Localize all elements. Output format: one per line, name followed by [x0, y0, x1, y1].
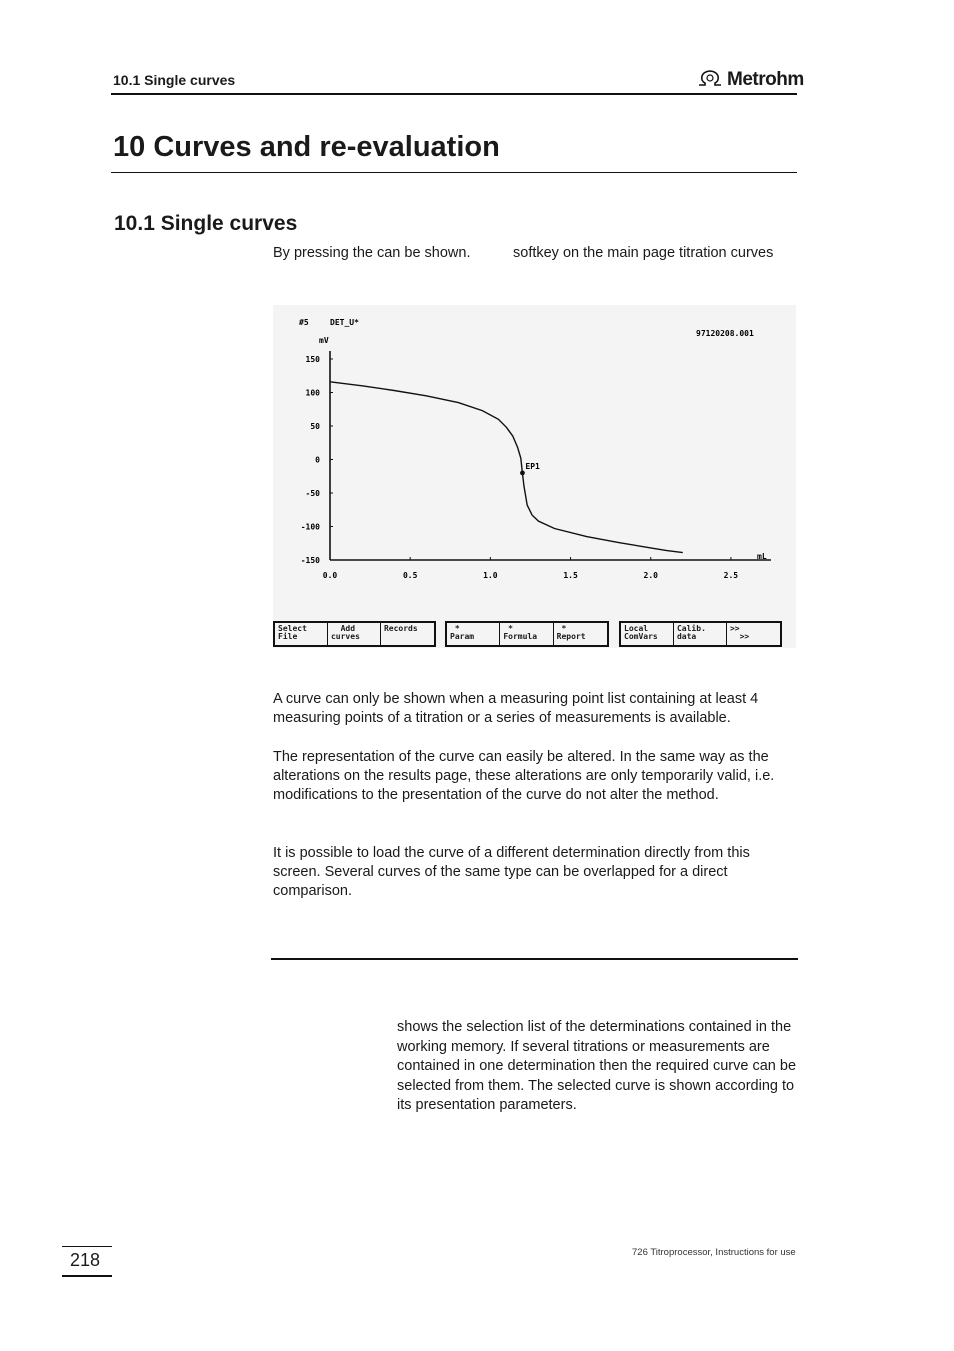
softkey-selectfile[interactable]: Select File [275, 623, 328, 645]
chapter-title: 10 Curves and re-evaluation [113, 131, 500, 163]
page-number-rule-bottom [62, 1275, 112, 1277]
brand-name: Metrohm [727, 68, 804, 90]
paragraph-availability: A curve can only be shown when a measuring point list containing at least 4 measuring points of a titration or a series of measurements is available. [273, 691, 759, 726]
softkey-formula[interactable]: * Formula [500, 623, 553, 645]
x-tick-label: 0.0 [322, 571, 338, 580]
y-tick-label: -50 [305, 489, 320, 498]
paragraph-load-curve: It is possible to load the curve of a different determination directly from this screen. Several curves of the same type can be overlapped for a direct comparison. [273, 845, 750, 899]
y-tick-label: 100 [305, 388, 320, 398]
y-tick-label: -100 [300, 522, 320, 532]
paragraph-representation: The representation of the curve can easily be altered. In the same way as the alterations on the results page, these alterations are only temporarily valid, i.e. modifications to the presentation of the curve do not alter the method. [273, 749, 775, 803]
running-head: 10.1 Single curves [113, 72, 236, 88]
softkey-calibdata[interactable]: Calib. data [674, 623, 727, 645]
page-number: 218 [70, 1250, 101, 1270]
select-file-description: shows the selection list of the determinations contained in the working memory. If several titrations or measurements are contained in one determination then the required curve can be selected from them. The selected curve is shown according to its presentation parameters. [397, 1019, 797, 1114]
page-number-rule-top [62, 1246, 112, 1247]
endpoint-label: EP1 [525, 461, 540, 471]
footer-doc-title: 726 Titroprocessor, Instructions for use [632, 1247, 796, 1258]
chapter-rule [111, 172, 797, 173]
section-rule [271, 958, 798, 960]
intro-text-right: softkey on the main page titration curves [513, 245, 774, 261]
curve-line [330, 382, 683, 553]
y-tick-label: -150 [300, 556, 320, 565]
softkey-group-param [445, 621, 609, 647]
brand-logo [697, 67, 804, 92]
x-tick-label: 2.5 [723, 571, 739, 580]
x-axis-label: mL [757, 552, 767, 561]
x-tick-label: 1.0 [483, 571, 498, 580]
softkey-report[interactable]: * Report [556, 624, 586, 641]
titration-screen [273, 305, 796, 648]
header-rule [111, 93, 797, 95]
omega-logo-icon [697, 67, 723, 92]
endpoint-marker [520, 471, 525, 476]
softkey-group-more [619, 621, 782, 647]
softkey-addcurves[interactable]: Add curves [328, 623, 381, 645]
softkey-localcomvars[interactable]: Local ComVars [621, 623, 674, 645]
y-axis-label: mV [319, 336, 329, 345]
section-title: 10.1 Single curves [114, 212, 298, 235]
softkey-group-file [273, 621, 436, 647]
y-tick-label: 150 [305, 355, 320, 364]
x-tick-label: 0.5 [402, 571, 418, 580]
mode-label: #5 [299, 318, 309, 327]
y-tick-label: 0 [315, 455, 320, 465]
x-tick-label: 2.0 [643, 571, 658, 580]
x-tick-label: 1.5 [563, 571, 578, 580]
file-id: 97120208.001 [696, 329, 754, 338]
titration-curve-chart [273, 305, 796, 648]
softkey-records[interactable]: Records [383, 624, 418, 633]
signal-label: DET_U* [330, 318, 359, 327]
softkey-bar [273, 621, 796, 645]
intro-text-left: By pressing the can be shown. [273, 245, 471, 261]
y-tick-label: 50 [310, 422, 320, 431]
softkey-param[interactable]: * Param [447, 623, 500, 645]
softkey-[interactable]: >> >> [729, 624, 750, 641]
